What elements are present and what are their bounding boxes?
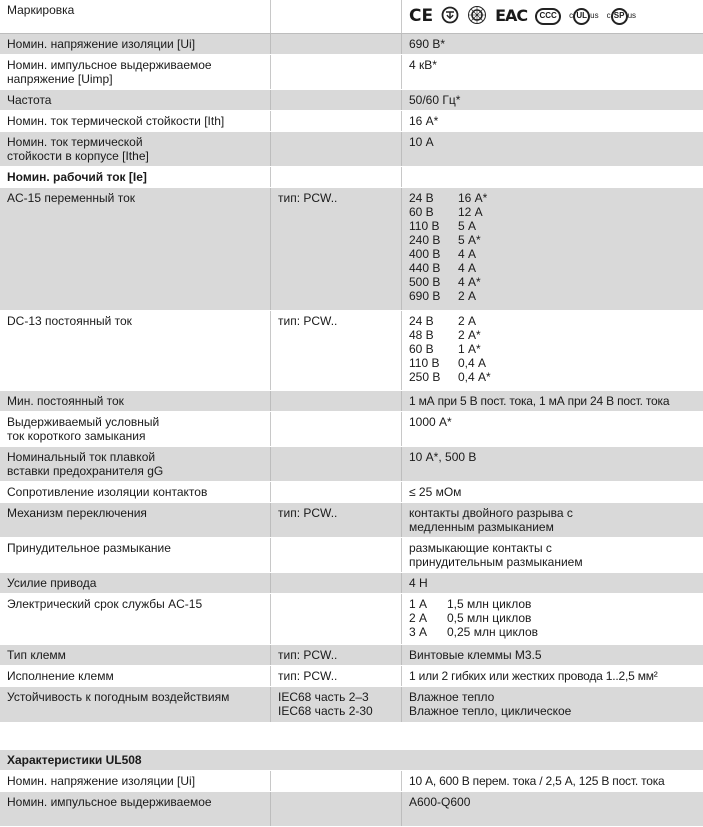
section-heading: Характеристики UL508 (7, 753, 142, 767)
row-mechanism (0, 503, 703, 538)
row-value: 4 кВ* (409, 58, 437, 72)
row-label: Сопротивление изоляции контактов (7, 485, 208, 499)
row-fuse (0, 447, 703, 482)
row-ul-ui (0, 771, 703, 792)
row-ul-uimp (0, 792, 703, 827)
row-value: 16 А* (409, 114, 439, 128)
row-type: IEC68 часть 2–3 IEC68 часть 2-30 (270, 687, 402, 722)
row-forced-opening (0, 538, 703, 573)
row-ac15 (0, 188, 703, 311)
row-value: 1000 А* (409, 415, 452, 429)
row-label: Тип клемм (7, 648, 66, 662)
row-value: 4 Н (409, 576, 428, 590)
row-label: Номинальный ток плавкой вставки предохранителя gG (7, 450, 164, 478)
row-value: 1 или 2 гибких или жестких провода 1..2,5 мм² (409, 669, 658, 683)
row-electrical-life (0, 594, 703, 645)
row-ui (0, 34, 703, 55)
dc13-values (402, 311, 703, 390)
value-pair: 110 В 0,4 А (409, 356, 487, 370)
marking-label: Маркировка (7, 3, 75, 17)
row-label: Механизм переключения (7, 506, 147, 520)
row-ith (0, 111, 703, 132)
value-pair: 24 В 16 А* (409, 191, 488, 205)
value-pair: 60 В 1 А* (409, 342, 481, 356)
row-label: Устойчивость к погодным воздействиям (7, 690, 230, 704)
row-ie-heading (0, 167, 703, 188)
value-pair: 48 В 2 А* (409, 328, 481, 342)
ccc-mark-icon: CCC (535, 8, 561, 25)
row-label: Номин. импульсное выдерживаемое напряжение [Uimp] (7, 58, 212, 86)
row-type: тип: PCW.. (270, 311, 402, 390)
tuv-mark-icon (441, 6, 459, 27)
row-value: размыкающие контакты с принудительным размыканием (409, 541, 583, 569)
value-pair: 500 В 4 А* (409, 275, 481, 289)
row-frequency (0, 90, 703, 111)
value-pair: 2 А 0,5 млн циклов (409, 611, 532, 625)
row-value: Влажное тепло Влажное тепло, циклическое (409, 690, 572, 718)
row-label: Мин. постоянный ток (7, 394, 124, 408)
row-label: Номин. импульсное выдерживаемое (7, 795, 212, 809)
marking-row (0, 0, 703, 34)
row-label: Принудительное размыкание (7, 541, 171, 555)
csa-us-mark-icon: c SP us (607, 8, 636, 25)
value-pair: 250 В 0,4 А* (409, 370, 491, 384)
value-pair: 400 В 4 А (409, 247, 477, 261)
row-label: AC-15 переменный ток (7, 191, 135, 205)
row-min-dc (0, 391, 703, 412)
row-value: ≤ 25 мОм (409, 485, 462, 499)
row-value: A600-Q600 (409, 795, 471, 809)
section-heading: Номин. рабочий ток [Ie] (7, 170, 147, 184)
ce-mark-icon: CE (409, 6, 434, 26)
row-short-circuit (0, 412, 703, 447)
row-value: 1 мА при 5 В пост. тока, 1 мА при 24 В пост. тока (409, 394, 670, 408)
row-dc13 (0, 311, 703, 391)
dekra-mark-icon (467, 5, 487, 28)
row-label: Номин. ток термической стойкости в корпусе [Ithe] (7, 135, 149, 163)
value-pair: 60 В 12 А (409, 205, 483, 219)
cul-us-mark-icon: c UL us (569, 8, 598, 25)
row-label: DC-13 постоянный ток (7, 314, 132, 328)
row-insulation (0, 482, 703, 503)
row-type: тип: PCW.. (270, 666, 402, 686)
row-label: Электрический срок службы AC-15 (7, 597, 203, 611)
row-type: тип: PCW.. (270, 503, 402, 537)
value-pair: 690 В 2 А (409, 289, 477, 303)
value-pair: 240 В 5 А* (409, 233, 481, 247)
value-pair: 24 В 2 А (409, 314, 477, 328)
row-force (0, 573, 703, 594)
row-value: 10 А (409, 135, 434, 149)
row-value: 50/60 Гц* (409, 93, 461, 107)
row-value: контакты двойного разрыва с медленным размыканием (409, 506, 573, 534)
row-label: Исполнение клемм (7, 669, 114, 683)
certification-marks (402, 0, 703, 33)
row-ul508-heading (0, 750, 703, 771)
value-pair: 1 А 1,5 млн циклов (409, 597, 532, 611)
row-value: Винтовые клеммы M3.5 (409, 648, 542, 662)
eac-mark-icon: EAC (495, 6, 528, 25)
row-uimp (0, 55, 703, 90)
row-type: тип: PCW.. (270, 645, 402, 665)
row-label: Частота (7, 93, 52, 107)
row-label: Номин. ток термической стойкости [Ith] (7, 114, 225, 128)
row-type: тип: PCW.. (270, 188, 402, 310)
row-value: 10 А, 600 В перем. тока / 2,5 А, 125 В пост. тока (409, 774, 665, 788)
ac15-values (402, 188, 703, 310)
value-pair: 3 А 0,25 млн циклов (409, 625, 539, 639)
row-terminal-design (0, 666, 703, 687)
row-value: 690 В* (409, 37, 446, 51)
row-label: Номин. напряжение изоляции [Ui] (7, 774, 196, 788)
row-label: Выдерживаемый условный ток короткого замыкания (7, 415, 160, 443)
row-terminal-type (0, 645, 703, 666)
life-values (402, 594, 703, 644)
row-weather (0, 687, 703, 723)
value-pair: 110 В 5 А (409, 219, 477, 233)
row-label: Номин. напряжение изоляции [Ui] (7, 37, 196, 51)
row-label: Усилие привода (7, 576, 97, 590)
row-ithe (0, 132, 703, 167)
value-pair: 440 В 4 А (409, 261, 477, 275)
section-gap (0, 723, 703, 750)
row-value: 10 А*, 500 В (409, 450, 477, 464)
